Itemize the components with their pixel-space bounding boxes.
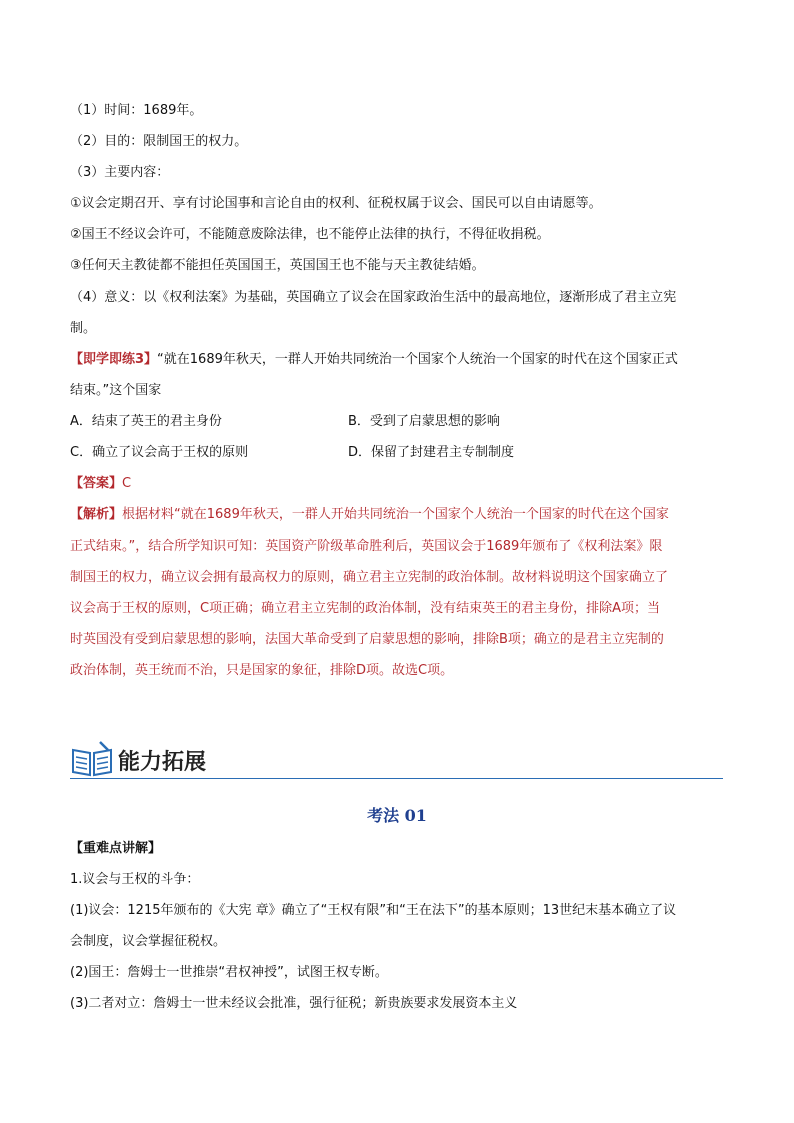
line-p4-2: 制。 — [70, 321, 97, 336]
method-title: 考法 01 — [367, 806, 427, 825]
answer-value: C — [122, 476, 132, 491]
section-line-5: (3)二者对立：詹姆士一世未经议会批准，强行征税；新贵族要求发展资本主义 — [70, 996, 518, 1011]
exercise-stem-1 — [70, 352, 678, 368]
line-c3: ③任何天主教徒都不能担任英国国王，英国国王也不能与天主教徒结婚。 — [70, 258, 485, 273]
option-c: C．确立了议会高于王权的原则 — [70, 445, 249, 460]
option-a: A．结束了英王的君主身份 — [70, 414, 222, 429]
analysis-line-1 — [70, 507, 669, 523]
line-p1: （1）时间：1689年。 — [70, 103, 203, 118]
exercise-tag: 【即学即练3】 — [70, 352, 158, 367]
line-p2: （2）目的：限制国王的权力。 — [70, 134, 248, 149]
section-line-4: (2)国王：詹姆士一世推崇“君权神授”，试图王权专断。 — [70, 965, 388, 980]
section-line-1: 1.议会与王权的斗争： — [70, 872, 200, 887]
analysis-tag: 【解析】 — [70, 507, 123, 522]
section-line-2: (1)议会：1215年颁布的《大宪 章》确立了“王权有限”和“王在法下”的基本原则；13世纪末基本确立了议 — [70, 903, 677, 918]
open-book-icon — [70, 740, 114, 778]
answer-line — [70, 476, 131, 492]
analysis-line-2: 正式结束。”，结合所学知识可知：英国资产阶级革命胜利后，英国议会于1689年颁布了《权利法案》限 — [70, 539, 663, 554]
analysis-line-5: 时英国没有受到启蒙思想的影响，法国大革命受到了启蒙思想的影响，排除B项；确立的是君主立宪制的 — [70, 632, 664, 647]
option-b: B．受到了启蒙思想的影响 — [348, 414, 500, 429]
line-c2: ②国王不经议会许可，不能随意废除法律，也不能停止法律的执行，不得征收捐税。 — [70, 227, 550, 242]
section-line-3: 会制度，议会掌握征税权。 — [70, 934, 227, 949]
analysis-line-3: 制国王的权力，确立议会拥有最高权力的原则，确立君主立宪制的政治体制。故材料说明这个国家确立了 — [70, 570, 669, 585]
banner-title: 能力拓展 — [118, 750, 207, 775]
line-p3: （3）主要内容： — [70, 165, 170, 180]
analysis-line-6: 政治体制，英王统而不治，只是国家的象征，排除D项。故选C项。 — [70, 663, 454, 678]
answer-tag: 【答案】 — [70, 476, 123, 491]
analysis-line-4: 议会高于王权的原则，C项正确；确立君主立宪制的政治体制，没有结束英王的君主身份，排除A项；当 — [70, 601, 660, 616]
banner-rule — [70, 778, 723, 779]
line-p4-1: （4）意义：以《权利法案》为基础，英国确立了议会在国家政治生活中的最高地位，逐渐形成了君主立宪 — [70, 290, 677, 305]
key-points-heading: 【重难点讲解】 — [70, 841, 162, 856]
exercise-stem-text: “就在1689年秋天，一群人开始共同统治一个国家个人统治一个国家的时代在这个国家正式 — [157, 352, 678, 367]
line-c1: ①议会定期召开、享有讨论国事和言论自由的权利、征税权属于议会、国民可以自由请愿等。 — [70, 196, 602, 211]
exercise-stem-2: 结束。”这个国家 — [70, 383, 162, 398]
analysis-text-1: 根据材料“就在1689年秋天，一群人开始共同统治一个国家个人统治一个国家的时代在这个国家 — [122, 507, 669, 522]
option-d: D．保留了封建君主专制制度 — [348, 445, 515, 460]
